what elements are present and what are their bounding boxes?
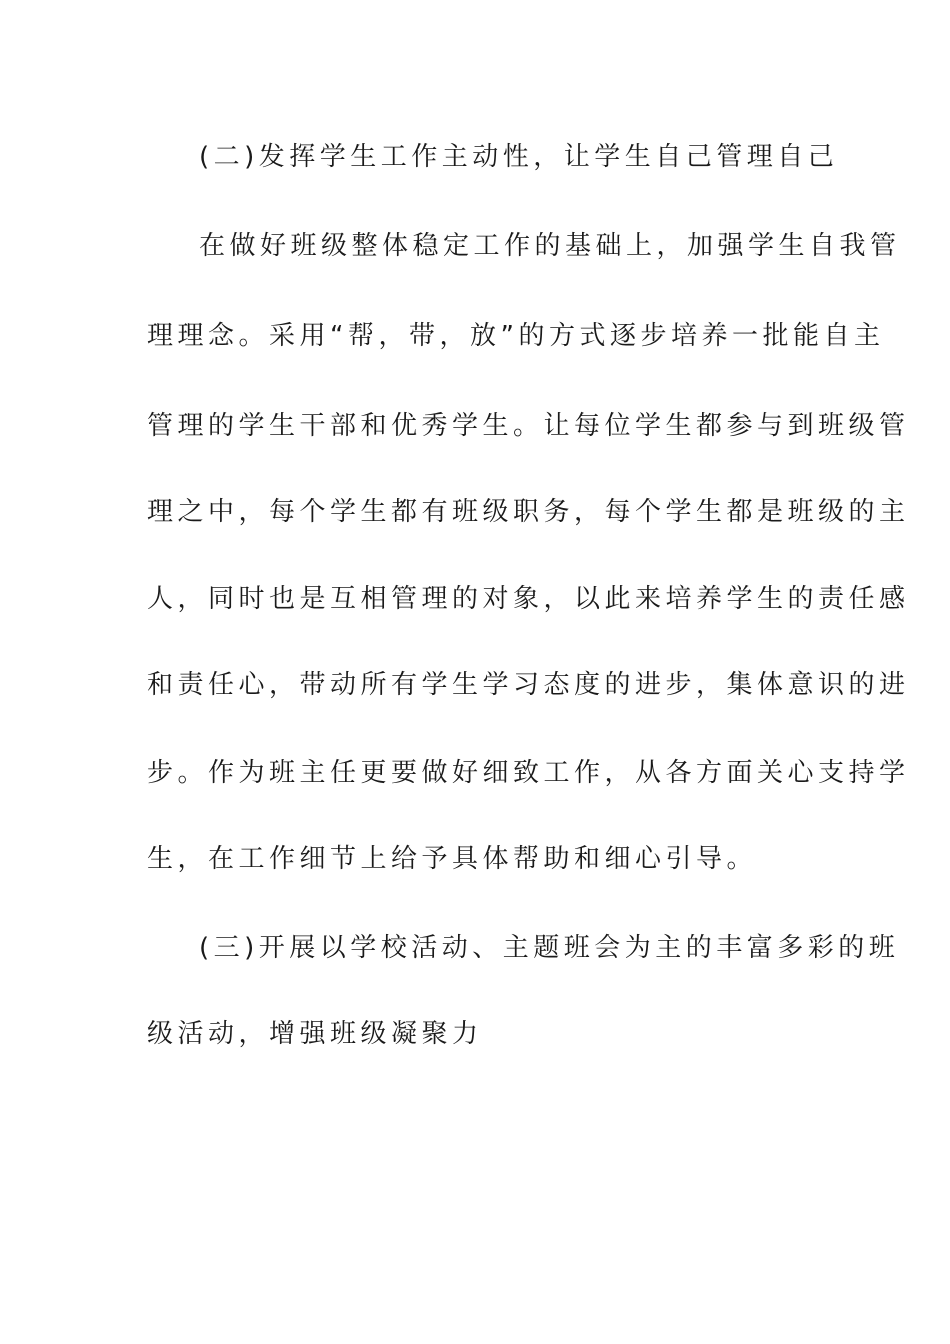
section-heading-3-continued: 级活动，增强班级凝聚力 [147,1019,483,1049]
paragraph-line: 人，同时也是互相管理的对象，以此来培养学生的责任感 [147,584,910,614]
paragraph-line: 和责任心，带动所有学生学习态度的进步，集体意识的进 [147,670,910,700]
section-heading-2: (二)发挥学生工作主动性，让学生自己管理自己 [199,142,839,172]
paragraph-line: 步。作为班主任更要做好细致工作，从各方面关心支持学 [147,758,910,788]
paragraph-line: 理理念。采用“帮，带，放”的方式逐步培养一批能自主 [147,321,885,351]
paragraph-line: 理之中，每个学生都有班级职务，每个学生都是班级的主 [147,497,910,527]
section-heading-3: (三)开展以学校活动、主题班会为主的丰富多彩的班 [199,933,900,963]
paragraph-line: 在做好班级整体稳定工作的基础上，加强学生自我管 [199,231,901,261]
paragraph-line: 管理的学生干部和优秀学生。让每位学生都参与到班级管 [147,411,910,441]
paragraph-line: 生，在工作细节上给予具体帮助和细心引导。 [147,844,758,874]
